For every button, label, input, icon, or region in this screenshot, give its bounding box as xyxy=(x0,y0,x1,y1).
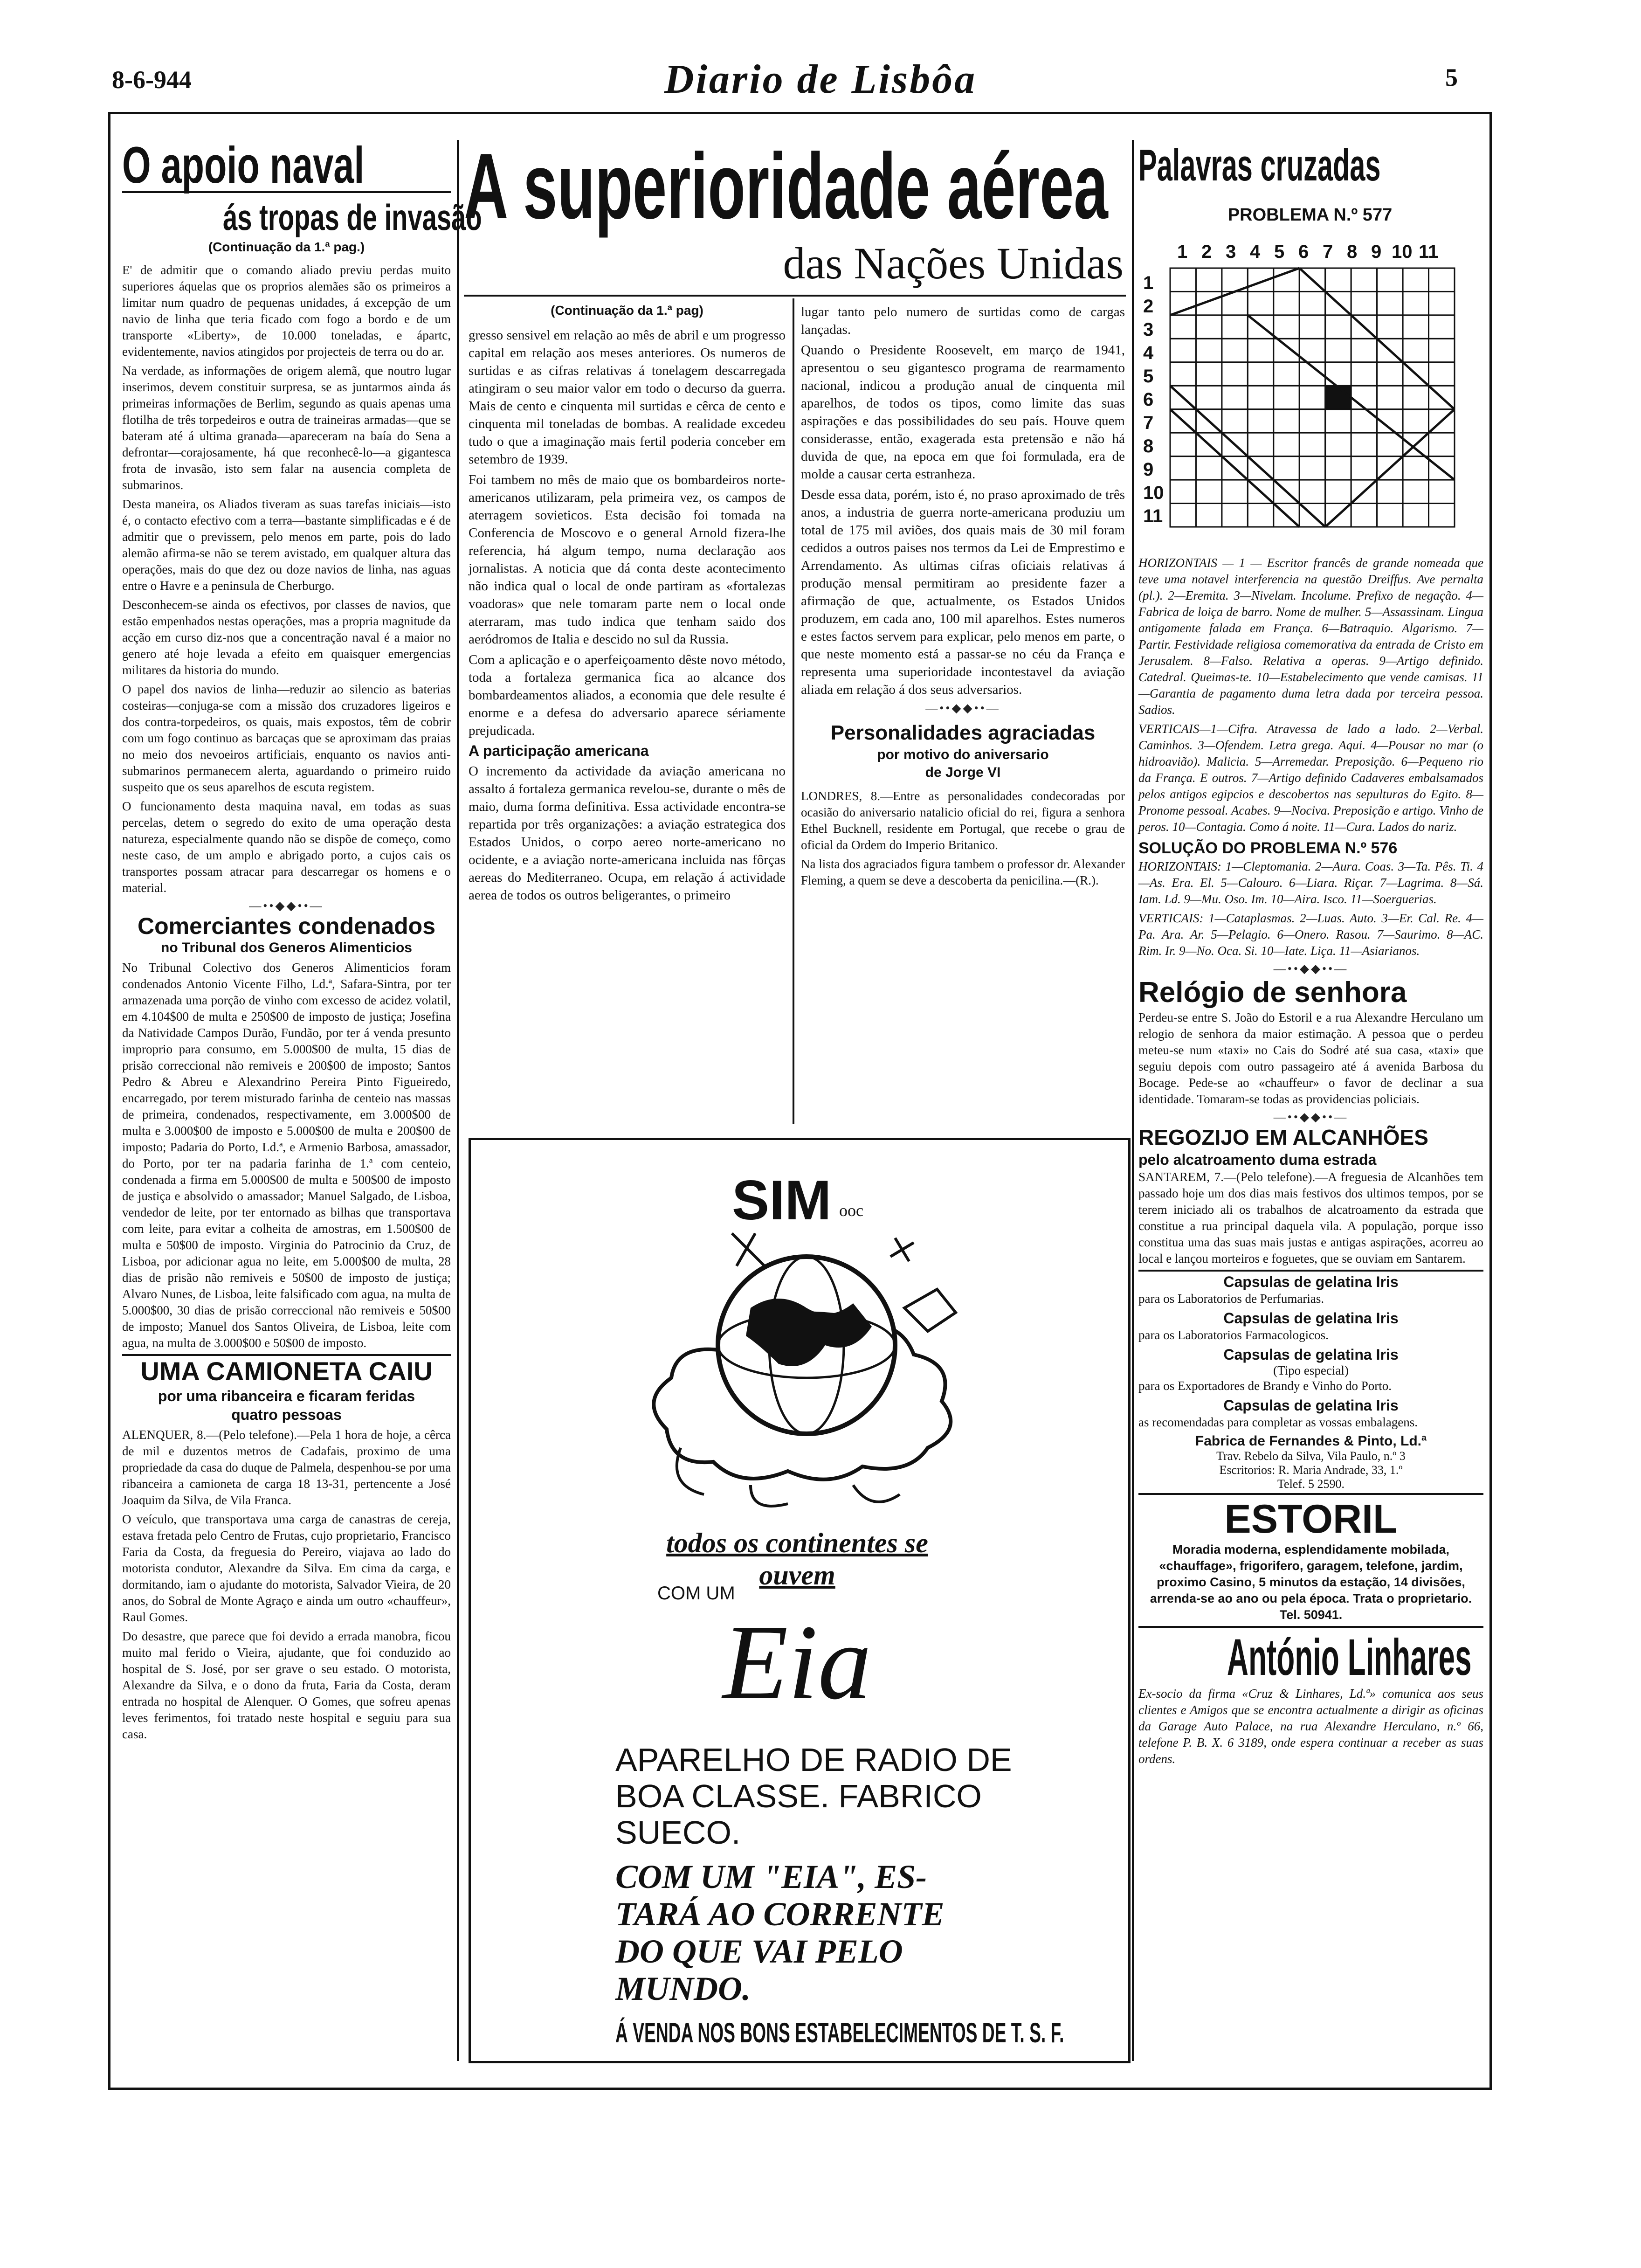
ad-copy: APARELHO DE RADIO DE BOA CLASSE. FABRICO SUECO. xyxy=(615,1742,1012,1851)
crossword-black-cell xyxy=(1325,386,1351,409)
issue-date: 8-6-944 xyxy=(112,66,192,94)
personalidades-headline: Personalidades agraciadas xyxy=(830,721,1096,744)
column-rule xyxy=(793,298,794,1124)
crossword-cell[interactable] xyxy=(1429,268,1455,291)
crossword-cell[interactable] xyxy=(1196,362,1221,386)
capsulas-title: Capsulas de gelatina Iris xyxy=(1223,1397,1399,1414)
classified-paragraph: Perdeu-se entre S. João do Estoril e a rua Alexandre Herculano um relogio de senhora da maior estimação. A pessoa que o perdeu meteu-se num «taxi» no Cais do Sodré até sua casa, «taxi» que seguiu depois com outro passageiro até á avenida Barbosa du Bocage. Pede-se ao «chauffeur» o favor de declinar a sua identidade. Tomaram-se todas as providencias policiais. xyxy=(1138,1010,1483,1106)
ornament-divider: —••◆◆••— xyxy=(925,701,1000,715)
crossword-cell[interactable] xyxy=(1325,268,1351,291)
crossword-cell[interactable] xyxy=(1351,291,1377,315)
crossword-cell[interactable] xyxy=(1170,456,1196,480)
naval-headline: O apoio naval xyxy=(122,137,365,194)
crossword-cell[interactable] xyxy=(1377,386,1403,409)
crossword-cell[interactable] xyxy=(1325,433,1351,456)
crossword-cell[interactable] xyxy=(1351,268,1377,291)
crossword-cell[interactable] xyxy=(1299,315,1325,339)
crossword-cell[interactable] xyxy=(1274,315,1299,339)
article-paragraph: Desta maneira, os Aliados tiveram as suas tarefas iniciais—isto é, o contacto efectivo com a terra—bastante simplificadas e é de admitir que o previssem, pelo menos em parte, pois do lado alemão afirma-se não se terem avistado, em qualquer altura das operações, mais do que dez ou doze navios de linha, nas aguas entre o Havre e a peninsula de Cherburgo. xyxy=(122,497,451,593)
crossword-cell[interactable] xyxy=(1196,268,1221,291)
aerea-headline-box xyxy=(464,134,1126,238)
comerciantes-headline: Comerciantes condenados xyxy=(137,913,436,939)
crossword-clues-horizontal: HORIZONTAIS — 1 — Escritor francês de grande nomeada que teve uma notavel interferencia na questão Dreiffus. Ave pernalta (pl.). 2—Eremita. 3—Nivelam. Incolume. Prefixo de negação. 4—Fabrica de loiça de barro. Nome de mulher. 5—Assassinam. Lingua antigamente falada em França. 6—Batraquio. Algarismo. 7—Partir. Festividade religiosa comemorativa da entrada de Cristo em Jerusalem. 8—Falso. Relativa a operas. 9—Artigo definido. Catedral. Queimas-te. 10—Estabelecimento que vende camisas. 11—Garantia de pagamento duma letra dada por terceira pessoa. Sadios. xyxy=(1138,556,1483,717)
crossword-cell[interactable] xyxy=(1377,315,1403,339)
crossword-cell[interactable] xyxy=(1351,504,1377,527)
section-heading: A participação americana xyxy=(469,742,649,759)
ad-copy-italic: COM UM "EIA", ES- TARÁ AO CORRENTE DO QUE VAI PELO MUNDO. xyxy=(615,1858,945,2007)
crossword-row-numbers: 1 2 3 4 5 6 7 8 9 10 11 xyxy=(1143,273,1164,526)
crossword-cell[interactable] xyxy=(1429,504,1455,527)
crossword-cell[interactable] xyxy=(1274,433,1299,456)
crossword-cell[interactable] xyxy=(1196,315,1221,339)
crossword-cell[interactable] xyxy=(1222,480,1248,503)
capsulas-line: para os Exportadores de Brandy e Vinho do Porto. xyxy=(1138,1379,1392,1393)
article-paragraph: Na lista dos agraciados figura tambem o professor dr. Alexander Fleming, a quem se deve a descoberta da penicilina.—(R.). xyxy=(801,857,1125,887)
left-column xyxy=(122,137,482,2066)
article-paragraph: O papel dos navios de linha—reduzir ao silencio as baterias costeiras—conjuga-se com a missão dos cruzadores ligeiros e dos contra-torpedeiros, os quais, mais expostos, têm de cobrir com um fogo continuo as barcaças que se aproximam das praias no meio dos nevoeiros artificiais, enquanto os navios anti-submarinos permanecem alerta, aguardando o primeiro ruido suspeito que os seus aparelhos de escuta registem. xyxy=(122,682,451,794)
crossword-cell[interactable] xyxy=(1351,456,1377,480)
crossword-cell[interactable] xyxy=(1196,456,1221,480)
crossword-cell[interactable] xyxy=(1351,339,1377,362)
crossword-cell[interactable] xyxy=(1274,456,1299,480)
crossword-cell[interactable] xyxy=(1403,291,1428,315)
capsulas-title: Capsulas de gelatina Iris xyxy=(1223,1273,1399,1290)
aerea-headline: A superioridade aérea xyxy=(464,134,1108,238)
aerea-right-column xyxy=(801,303,1125,1124)
crossword-cell[interactable] xyxy=(1248,339,1273,362)
ornament-divider: —••◆◆••— xyxy=(249,899,324,913)
article-paragraph: gresso sensivel em relação ao mês de abril e um progresso capital em relação aos meses anteriores. Os numeros de surtidas e as cifras relativas á tonelagem descarregada atingiram o seu maior valor em todo o decurso da guerra. Mais de cento e cinquenta mil surtidas e cêrca de cento e cinquenta mil toneladas de bombas. A realidade excedeu tudo o que a imaginação mais fertil poderia conceber em setembro de 1939. xyxy=(469,328,786,467)
capsulas-line: para os Laboratorios de Perfumarias. xyxy=(1138,1292,1324,1306)
continuation-note: (Continuação da 1.ª pag.) xyxy=(208,240,365,254)
article-paragraph: O veículo, que transportava uma carga de canastras de cereja, estava fretada pelo Centro de Frutas, cujo proprietario, Francisco Faria da Costa, da freguesia do Pereiro, viajava ao lado do motorista condutor, Alexandre da Silva. Em cima da carga, e dormitando, iam o ajudante do motorista, Salvador Vieira, de 20 anos, do Sobral de Monte Agraço e ainda um outro «chauffeur», Raul Gomes. xyxy=(122,1512,451,1624)
crossword-cell[interactable] xyxy=(1377,291,1403,315)
camioneta-subheadline: quatro pessoas xyxy=(231,1406,342,1423)
ornament-divider: —••◆◆••— xyxy=(1273,962,1349,975)
article-paragraph: SANTAREM, 7.—(Pelo telefone).—A freguesia de Alcanhões tem passado hoje um dos dias mais festivos dos ultimos tempos, por se terem iniciado ali os trabalhos de alcatroamento da estrada que constitue a rua principal daquela vila. A população, porque isso constitua uma das suas mais justas e antigas aspirações, acorreu ao local e lançou morteiros e foguetes, que se ouviam em Santarem. xyxy=(1138,1170,1483,1265)
crossword-cell[interactable] xyxy=(1429,315,1455,339)
crossword-cell[interactable] xyxy=(1248,291,1273,315)
crossword-cell[interactable] xyxy=(1325,456,1351,480)
crossword-clues-vertical: VERTICAIS—1—Cifra. Atravessa de lado a lado. 2—Verbal. Caminhos. 3—Ofendem. Letra grega. Aqui. 4—Pousar no mar (o hidroavião). Malicia. 5—Arremedar. Preposição. 6—Pequeno rio da França. E outros. 7—Artigo definido Cadaveres embalsamados pelos antigos egipcios e descobertos nas sepulturas do Egito. 8—Pronome pessoal. Acabes. 9—Nociva. Preposição e artigo. Vinho de peros. 10—Contagia. Como á noite. 11—Cura. Lados do nariz. xyxy=(1138,722,1483,834)
crossword-cell[interactable] xyxy=(1299,409,1325,433)
crossword-cell[interactable] xyxy=(1403,456,1428,480)
article-paragraph: Quando o Presidente Roosevelt, em março de 1941, apresentou o seu gigantesco programa de rearmamento nacional, indicou a produção anual de cinquenta mil aparelhos, de todos os tipos, como limite das suas aspirações e das possibilidades do seu país. Houve quem considerasse, então, exagerada esta pretensão e não há duvida de que, na epoca em que foi formulada, era de molde a causar certa estranheza. xyxy=(801,343,1125,482)
article-paragraph: Foi tambem no mês de maio que os bombardeiros norte-americanos utilizaram, pela primeira vez, os campos de aterragem sovieticos. Esta decisão foi tomada na Conferencia de Moscovo e o general Arnold fizera-lhe referencia, há algum tempo, numa declaração aos jornalistas. A noticia que dá conta deste acontecimento não indica qual o local de onde partiram as «fortalezas voadoras» que nele tomaram parte nem o local onde aterraram, mas tudo indica que tenham saido dos aeródromos de Italia e descido no sul da Russia. xyxy=(469,472,786,647)
capsulas-title: Capsulas de gelatina Iris xyxy=(1223,1346,1399,1363)
crossword-cell[interactable] xyxy=(1299,480,1325,503)
crossword-cell[interactable] xyxy=(1274,362,1299,386)
crossword-cell[interactable] xyxy=(1403,409,1428,433)
crossword-cell[interactable] xyxy=(1299,456,1325,480)
article-paragraph: lugar tanto pelo numero de surtidas como de cargas lançadas. xyxy=(801,304,1125,337)
crossword-cell[interactable] xyxy=(1429,480,1455,503)
crossword-cell[interactable] xyxy=(1403,504,1428,527)
column-rule xyxy=(1132,140,1134,2061)
crossword-cell[interactable] xyxy=(1248,409,1273,433)
crossword-cell[interactable] xyxy=(1403,480,1428,503)
linhares-ad-body: Ex-socio da firma «Cruz & Linhares, Ld.ª» comunica aos seus clientes e Amigos que se encontra actualmente a dirigir as oficinas da Garage Auto Palace, na rua Alexandre Herculano, n.º 66, telefone P. B. X. 6 3189, onde espera continuar a receber as suas ordens. xyxy=(1138,1687,1483,1766)
crossword-cell[interactable] xyxy=(1403,339,1428,362)
article-paragraph: E' de admitir que o comando aliado previu perdas muito superiores áquelas que os proprios alemães são os primeiros a limitar num quadro de pequenas unidades, á excepção de um navio de linha que teria ficado com fogo a bordo e de um transporte «Liberty», de 10.000 toneladas, e ápartc, evidentemente, navios atingidos por projecteis de terra ou do ar. xyxy=(122,263,451,359)
naval-subheadline: ás tropas de invasão xyxy=(223,197,482,238)
crossword-cell[interactable] xyxy=(1325,315,1351,339)
eia-brand-logo: Eia xyxy=(723,1603,872,1722)
capsulas-line: as recomendadas para completar as vossas embalagens. xyxy=(1138,1415,1418,1429)
crossword-cell[interactable] xyxy=(1377,268,1403,291)
comerciantes-subheadline: no Tribunal dos Generos Alimenticios xyxy=(161,940,412,955)
crossword-cell[interactable] xyxy=(1248,504,1273,527)
crossword-problem-number: PROBLEMA N.º 577 xyxy=(1227,205,1393,225)
article-paragraph: Do desastre, que parece que foi devido a errada manobra, ficou muito mal ferido o Vieira, ajudante, que foi conduzido ao hospital de S. José, por ser grave o seu estado. O motorista, Alexandre da Silva, e o dono da fruta, Faria da Costa, deram entrada no hospital de Alenquer. O Gomes, que sofreu apenas leves ferimentos, foi tratado neste hospital e seguiu para sua casa. xyxy=(122,1629,451,1741)
crossword-solution-horizontal: HORIZONTAIS: 1—Cleptomania. 2—Aura. Coas. 3—Ta. Pês. Ti. 4—As. Era. El. 5—Calouro. 6—Liara. Riçar. 7—Lagrima. 8—Sá. Iam. Ld. 9—Mu. Oso. Im. 10—Aira. Isco. 11—Soerguerias. xyxy=(1138,859,1483,906)
crossword-cell[interactable] xyxy=(1170,268,1196,291)
personalidades-subheadline: por motivo do aniversario xyxy=(877,747,1049,762)
sim-suffix: ooc xyxy=(839,1201,863,1220)
crossword-cell[interactable] xyxy=(1403,315,1428,339)
crossword-cell[interactable] xyxy=(1403,386,1428,409)
capsulas-line: para os Laboratorios Farmacologicos. xyxy=(1138,1328,1329,1342)
crossword-cell[interactable] xyxy=(1377,362,1403,386)
article-paragraph: Desde essa data, porém, isto é, no praso aproximado de três anos, a industria de guerra norte-americana produziu um total de 175 mil aviões, dos quais mais de 30 mil foram cedidos a outros paises nos termos da Lei de Emprestimo e Arrendamento. As ultimas cifras oficiais relativas á produção mensal permitiram ao presidente fazer a afirmação de que, actualmente, os Estados Unidos produzem, em cada ano, 100 mil aparelhos. Estes numeros e estes factos servem para explicar, pelo menos em parte, o que neste momento está a passar-se no céu da França e representa uma superioridade incontestavel da aviação aliada em relação á dos seus adversarios. xyxy=(801,487,1125,697)
linhares-headline: António Linhares xyxy=(1227,1629,1472,1686)
aerea-left-column xyxy=(469,303,786,1124)
crossword-cell[interactable] xyxy=(1196,504,1221,527)
camioneta-headline: UMA CAMIONETA CAIU xyxy=(140,1356,433,1386)
right-column xyxy=(1138,555,1483,2066)
estoril-headline: ESTORIL xyxy=(1224,1497,1398,1542)
crossword-cell[interactable] xyxy=(1274,386,1299,409)
crossword-cell[interactable] xyxy=(1222,339,1248,362)
capsulas-address: Trav. Rebelo da Silva, Vila Paulo, n.º 3 xyxy=(1216,1449,1406,1463)
crossword-cell[interactable] xyxy=(1299,433,1325,456)
crossword-cell[interactable] xyxy=(1351,386,1377,409)
ad-slogan: todos os continentes se ouvem xyxy=(666,1528,928,1590)
personalidades-subheadline: de Jorge VI xyxy=(925,765,1001,780)
masthead xyxy=(0,0,1641,102)
article-paragraph: Com a aplicação e o aperfeiçoamento dêste novo método, toda a fortaleza germanica fica ao alcance dos bombardeamentos aliados, a economia que dele resulte é enorme e a defesa do adversario aparece sériamente prejudicada. xyxy=(469,652,786,738)
crossword-cell[interactable] xyxy=(1325,339,1351,362)
crossword-cell[interactable] xyxy=(1170,433,1196,456)
aerea-subheadline: das Nações Unidas xyxy=(783,238,1124,288)
article-paragraph: O incremento da actividade da aviação americana no assalto á fortaleza germanica revelou-se, durante o mês de maio, duma forma definitiva. Essa actividade encontra-se repartida por três organizações: a aviação estrategica dos Estados Unidos, o corpo aereo norte-americano no ocidente, e a aviação norte-americana incluida nas fôrças aereas do Mediterraneo. Ocupa, em relação á actividade aerea de todos os outros beligerantes, o primeiro xyxy=(469,764,786,903)
article-paragraph: LONDRES, 8.—Entre as personalidades condecoradas por ocasião do aniversario natalicio oficial do rei, figura a senhora Ethel Bucknell, residente em Portugal, que recebe o grau de oficial da Ordem do Imperio Britanico. xyxy=(801,789,1125,852)
crossword-cell[interactable] xyxy=(1429,362,1455,386)
article-paragraph: Na verdade, as informações de origem alemã, que noutro lugar inserimos, devem constituir surpresa, se as juntarmos ainda ás primeiras informações de Berlim, segundo as quais apenas uma flotilha de três torpedeiros e outra de traineiras armadas—que se bateram até á ultima granada—apareceram na baía do Sena a defrontar—corajosamente, há que reconhecê-lo—a gigantesca frota de invasão, isto sem falar na ausencia completa de submarinos. xyxy=(122,364,451,492)
crossword-cell[interactable] xyxy=(1351,433,1377,456)
newspaper-name: Diario de Lisbôa xyxy=(664,57,977,102)
regozijo-subheadline: pelo alcatroamento duma estrada xyxy=(1138,1151,1377,1168)
crossword-grid[interactable] xyxy=(1170,268,1455,527)
crossword-cell[interactable] xyxy=(1170,339,1196,362)
sim-logo: SIM xyxy=(732,1169,832,1231)
crossword-cell[interactable] xyxy=(1429,291,1455,315)
crossword-cell[interactable] xyxy=(1222,504,1248,527)
crossword-cell[interactable] xyxy=(1274,339,1299,362)
regozijo-headline: REGOZIJO EM ALCANHÕES xyxy=(1138,1125,1428,1149)
crossword-cell[interactable] xyxy=(1170,504,1196,527)
crossword-cell[interactable] xyxy=(1222,362,1248,386)
crossword-cell[interactable] xyxy=(1299,386,1325,409)
article-paragraph: No Tribunal Colectivo dos Generos Alimenticios foram condenados Antonio Vicente Filho, Ld.ª, Safara-Sintra, por ter armazenada uma porção de vinho com excesso de acidez volatil, em 4.104$00 de multa e 250$00 de imposto de justiça; Josefina da Natividade Campos Durão, Fundão, por ter á venda presunto improprio para consumo, em 5.000$00 de multa, 15 dias de prisão correccional não remiveis e 200$00 de imposto; Santos Pedro & Abreu e Alexandrino Pereira Pinto Figueiredo, encarregado, por terem misturado farinha de centeio nas massas de primeira, condenados, respectivamente, em 3.000$00 de multa e 3.000$00 de imposto e 5.000$00 de multa e 200$00 de imposto; Padaria do Porto, Ld.ª, e Armenio Barbosa, amassador, do Porto, por ter na padaria farinha de 1.ª com centeio, condenada a firma em 5.000$00 de multa e 500$00 de imposto de justiça e absolvido o amassador; Manuel Salgado, de Lisboa, vendedor de leite, por ter entornado as bilhas que transportava com leite, para evitar a colheita de amostras, em 1.500$00 de multa e 50$00 de imposto. Virginia do Patrocinio da Cruz, de Lisboa, por adicionar agua no leite, em 5.000$00 de multa, 28 dias de prisão não remiveis e 50$00 de imposto de justiça; Alvaro Nunes, de Lisboa, leite falsificado com agua, na multa de 5.000$00, 30 dias de prisão correccional não remiveis e 50$00 de imposto; Manuel dos Santos Oliveira, de Lisboa, leite com agua, na multa de 3.000$00 e 50$00 de imposto. xyxy=(122,961,451,1350)
crossword-cell[interactable] xyxy=(1377,480,1403,503)
crossword-cell[interactable] xyxy=(1170,315,1196,339)
column-rule xyxy=(457,140,459,2061)
crossword-solution-title: SOLUÇÃO DO PROBLEMA N.º 576 xyxy=(1138,839,1398,857)
crossword-cell[interactable] xyxy=(1248,433,1273,456)
crossword-cell[interactable] xyxy=(1325,409,1351,433)
ornament-divider: —••◆◆••— xyxy=(1273,1110,1349,1124)
headline-rule xyxy=(464,295,1126,297)
eia-radio-advertisement xyxy=(469,1138,1131,2063)
article-paragraph: O funcionamento desta maquina naval, em todas as suas percelas, detem o segredo do exito de uma operação desta natureza, especialmente quando não se dispõe de começo, como neste caso, de um amplo e abrigado porto, a cujos cais os transportes possam atracar para descarregar os homens e o material. xyxy=(122,799,451,895)
crossword-title: Palavras cruzadas xyxy=(1138,140,1381,190)
crossword-cell[interactable] xyxy=(1196,386,1221,409)
page-number: 5 xyxy=(1445,63,1458,91)
crossword-cell[interactable] xyxy=(1351,362,1377,386)
crossword-cell[interactable] xyxy=(1248,386,1273,409)
crossword-cell[interactable] xyxy=(1170,362,1196,386)
crossword-cell[interactable] xyxy=(1274,291,1299,315)
crossword-cell[interactable] xyxy=(1351,409,1377,433)
ad-com-um: COM UM xyxy=(657,1583,735,1604)
capsulas-firm: Fabrica de Fernandes & Pinto, Ld.ª xyxy=(1195,1433,1427,1449)
crossword-cell[interactable] xyxy=(1325,480,1351,503)
article-paragraph: Desconhecem-se ainda os efectivos, por classes de navios, que estão empenhados nestas operações, mas a propria magnitude da acção em curso diz-nos que a concentração naval é a maior no genero até hoje levada a efeito em quaisquer emergencias militares da historia do mundo. xyxy=(122,598,451,677)
crossword-solution-vertical: VERTICAIS: 1—Cataplasmas. 2—Luas. Auto. 3—Er. Cal. Re. 4—Pa. Ara. Ar. 5—Pelagio. 6—Onero. Rasou. 7—Saurimo. 8—AC. Rim. Ir. 9—No. Oca. Si. 10—Iate. Liça. 11—Asiarianos. xyxy=(1138,911,1483,958)
crossword-cell[interactable] xyxy=(1377,504,1403,527)
camioneta-subheadline: por uma ribanceira e ficaram feridas xyxy=(158,1388,415,1404)
relogio-headline: Relógio de senhora xyxy=(1138,976,1407,1009)
crossword-cell[interactable] xyxy=(1248,362,1273,386)
capsulas-title: Capsulas de gelatina Iris xyxy=(1223,1310,1399,1327)
crossword-cell[interactable] xyxy=(1170,480,1196,503)
crossword-cell[interactable] xyxy=(1429,339,1455,362)
crossword-cell[interactable] xyxy=(1403,268,1428,291)
crossword-cell[interactable] xyxy=(1222,386,1248,409)
crossword-cell[interactable] xyxy=(1222,315,1248,339)
crossword-cell[interactable] xyxy=(1299,291,1325,315)
capsulas-type: (Tipo especial) xyxy=(1273,1363,1349,1377)
crossword-cell[interactable] xyxy=(1274,409,1299,433)
crossword-cell[interactable] xyxy=(1325,362,1351,386)
estoril-ad-body: Moradia moderna, esplendidamente mobilada, «chauffage», frigorifero, garagem, telefone, jardim, proximo Casino, 5 minutos da estação, 14 divisões, arrenda-se ao ano ou pela época. Trata o proprietario. Tel. 50941. xyxy=(1150,1542,1472,1622)
capsulas-phone: Telef. 5 2590. xyxy=(1277,1477,1345,1491)
article-paragraph: ALENQUER, 8.—(Pelo telefone).—Pela 1 hora de hoje, a cêrca de mil e duzentos metros de Cadafais, proximo de uma propriedade da casa do duque de Palmela, despenhou-se por uma ribanceira a camioneta de carga 18 13-31, pertencente a José Joaquim da Silva, de Vila Franca. xyxy=(122,1428,451,1507)
crossword-cell[interactable] xyxy=(1222,409,1248,433)
continuation-note: (Continuação da 1.ª pag) xyxy=(551,303,703,318)
crossword-cell[interactable] xyxy=(1196,480,1221,503)
crossword-cell[interactable] xyxy=(1196,339,1221,362)
ad-footer: Á VENDA NOS BONS ESTABELECIMENTOS DE T. S. F. xyxy=(615,2017,1064,2048)
crossword-column-numbers: 1 2 3 4 5 6 7 8 9 10 11 xyxy=(1177,242,1439,262)
crossword-cell[interactable] xyxy=(1429,433,1455,456)
capsulas-address: Escritorios: R. Maria Andrade, 33, 1.º xyxy=(1219,1463,1403,1477)
